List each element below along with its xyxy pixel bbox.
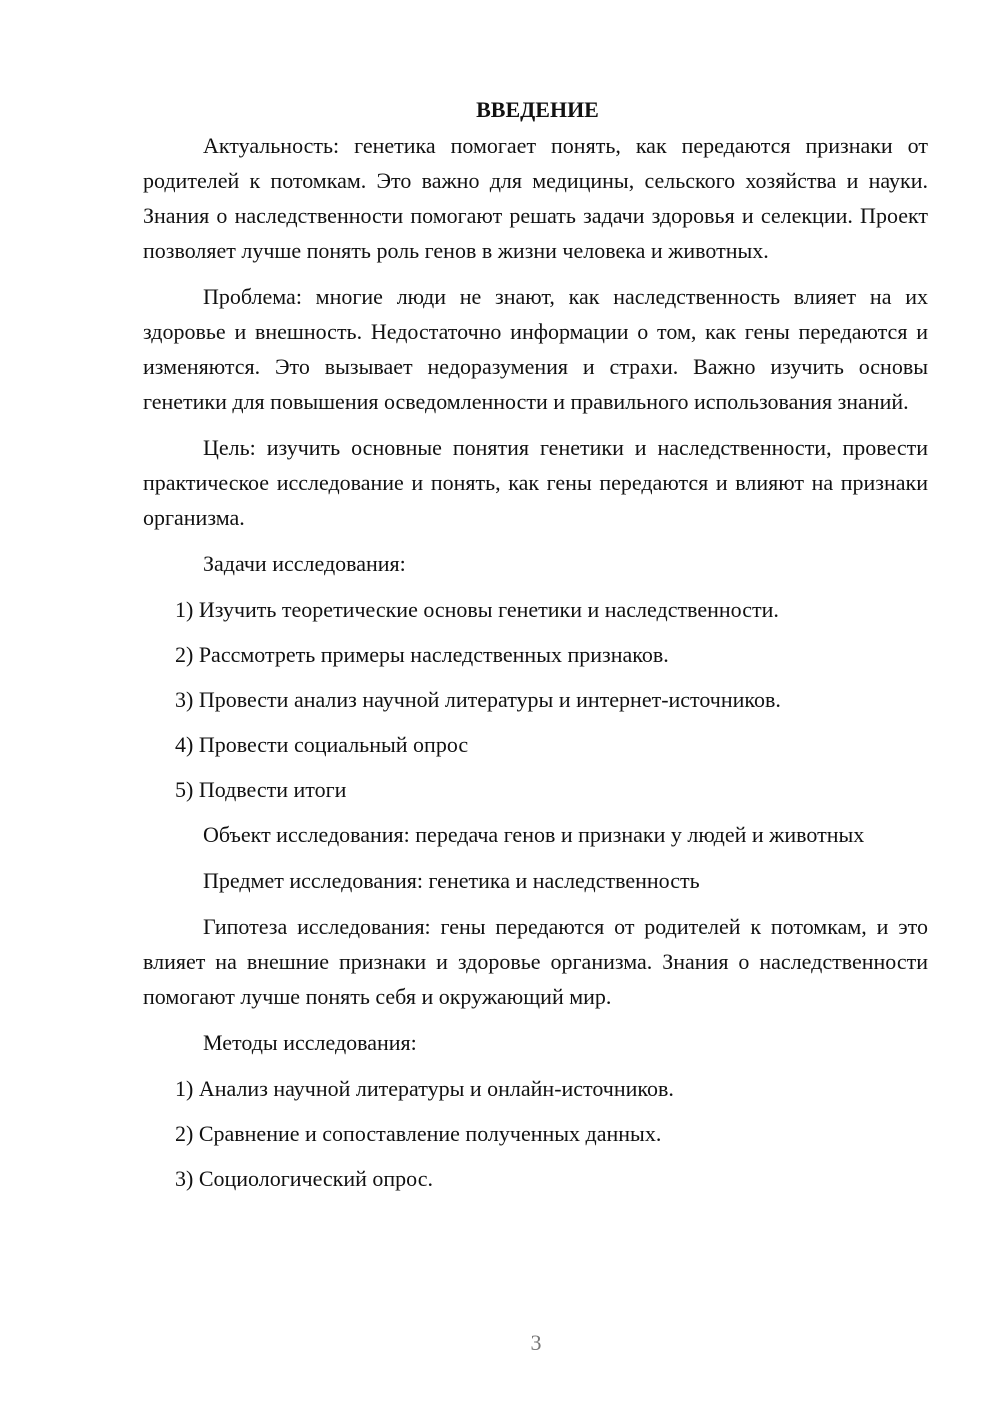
- relevance-paragraph: Актуальность: генетика помогает понять, как передаются признаки от родителей к потомкам. Это важно для медицины, сельского хозяйства и науки. Знания о наследственности помогают решать задачи здоровья и селекции. Проект позволяет лучше понять роль генов в жизни человека и животных.: [143, 133, 928, 263]
- tasks-list: [143, 592, 928, 807]
- list-item: 1) Анализ научной литературы и онлайн-источников.: [175, 1076, 674, 1101]
- hypothesis-paragraph: Гипотеза исследования: гены передаются от родителей к потомкам, и это влияет на внешние признаки и здоровье организма. Знания о наследственности помогают лучше понять себя и окружающий мир.: [143, 914, 928, 1009]
- list-item: 2) Сравнение и сопоставление полученных данных.: [175, 1121, 662, 1146]
- page-number: 3: [530, 1330, 542, 1355]
- problem-paragraph: Проблема: многие люди не знают, как наследственность влияет на их здоровье и внешность. Недостаточно информации о том, как гены передаются и изменяются. Это вызывает недоразумения и страхи. Важно изучить основы генетики для повышения осведомленности и правильного использования знаний.: [143, 284, 928, 414]
- list-item: 2) Рассмотреть примеры наследственных признаков.: [175, 642, 669, 667]
- methods-list: [143, 1071, 928, 1196]
- list-item: 3) Социологический опрос.: [175, 1166, 433, 1191]
- list-item: 3) Провести анализ научной литературы и интернет-источников.: [175, 687, 781, 712]
- tasks-heading: Задачи исследования:: [203, 551, 406, 576]
- page-title: ВВЕДЕНИЕ: [476, 97, 599, 122]
- list-item: 5) Подвести итоги: [175, 777, 347, 802]
- goal-paragraph: Цель: изучить основные понятия генетики и наследственности, провести практическое исследование и понять, как гены передаются и влияют на признаки организма.: [143, 435, 928, 530]
- object-paragraph: Объект исследования: передача генов и признаки у людей и животных: [203, 822, 865, 847]
- list-item: 1) Изучить теоретические основы генетики и наследственности.: [175, 597, 779, 622]
- page-content: [143, 92, 928, 1206]
- methods-heading: Методы исследования:: [203, 1030, 417, 1055]
- subject-paragraph: Предмет исследования: генетика и наследственность: [203, 868, 700, 893]
- list-item: 4) Провести социальный опрос: [175, 732, 469, 757]
